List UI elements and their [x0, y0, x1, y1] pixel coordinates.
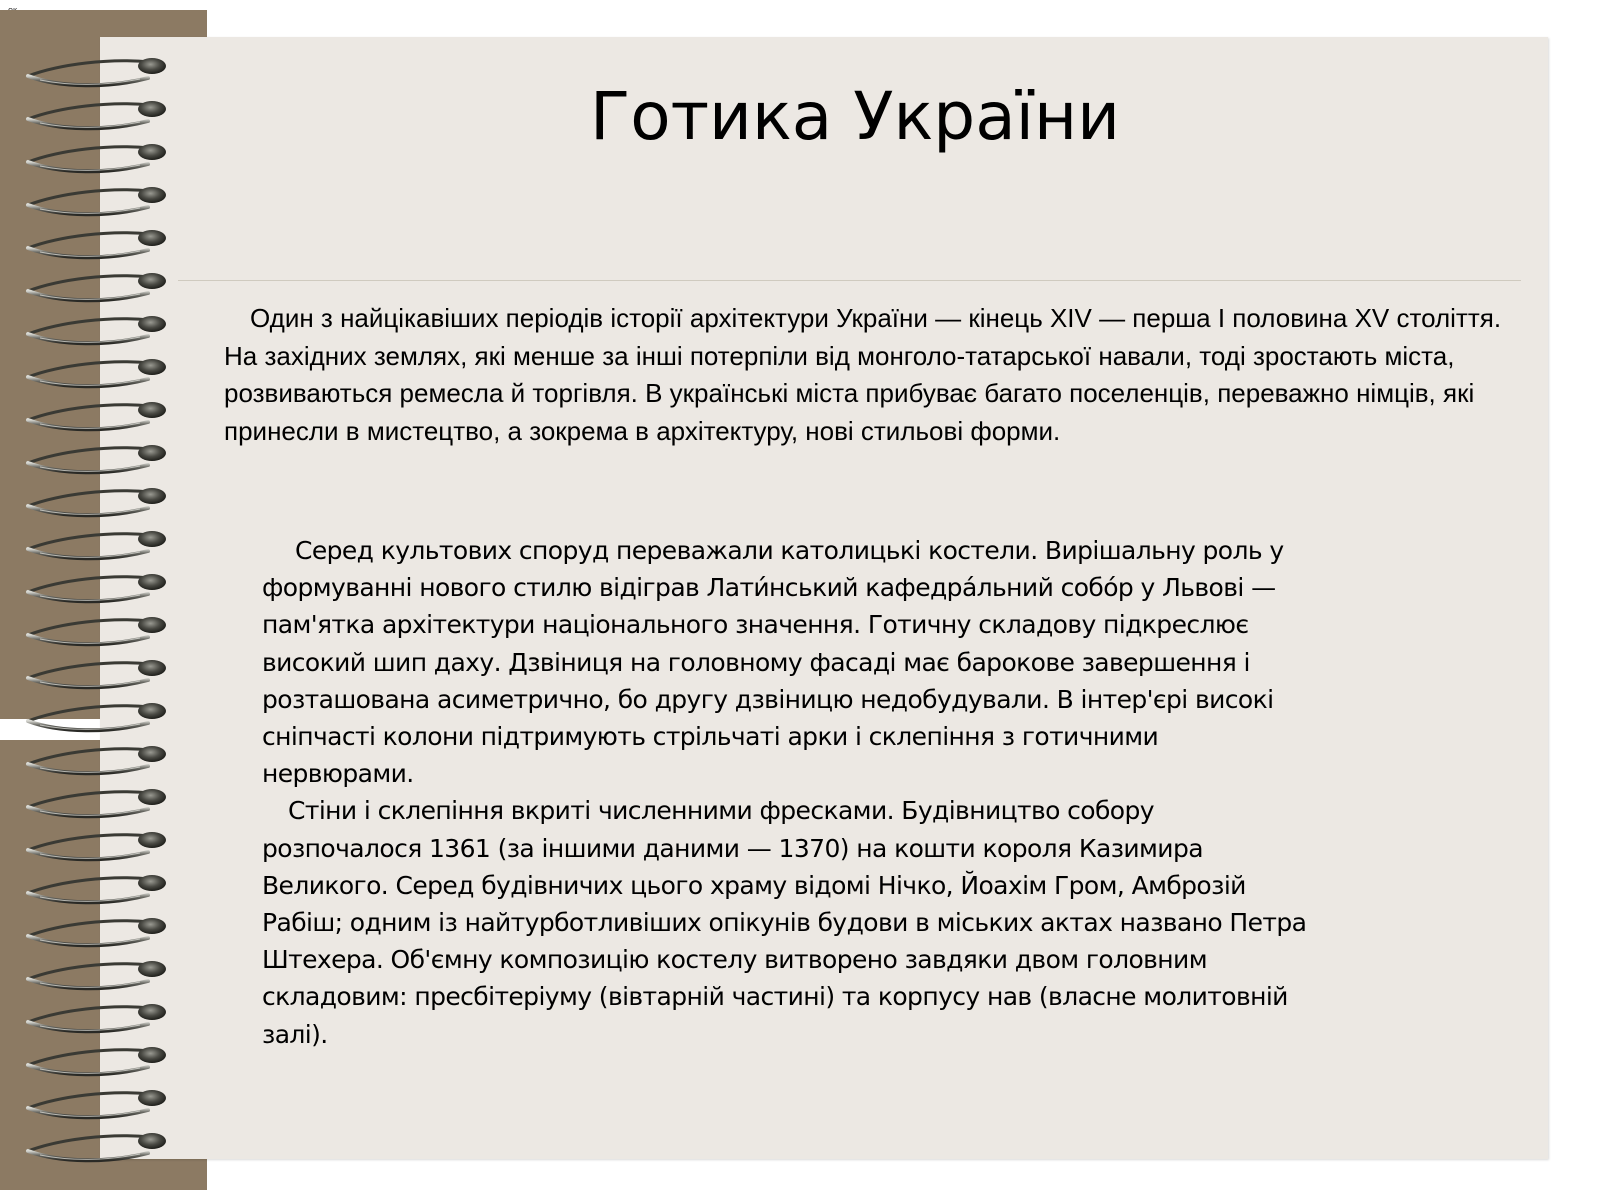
slide-title: Готика України — [589, 78, 1121, 155]
spiral-binding-ring-icon — [28, 703, 166, 730]
spiral-binding-ring-icon — [28, 660, 166, 687]
spiral-binding-ring-icon — [28, 1004, 166, 1031]
body-paragraph-1: Серед культових споруд переважали католицькі костели. Вирішальну роль у формуванні нового стилю відіграв Лати́нський кафедра́льний собо́р у Львові — пам'ятка архітектури національного значення. Готичну складову підкреслює високий шип даху. Дзвіниця на головному фасаді має барокове завершення і розташована асиметрично, бо другу дзвіницю недобудували. В інтер'єрі високі сніпчасті колони підтримують стрільчаті арки і склепіння з готичними нервюрами. — [262, 536, 1284, 789]
spiral-binding-ring-icon — [28, 273, 166, 300]
spiral-binding-ring-icon — [28, 1047, 166, 1074]
spiral-binding-ring-icon — [28, 918, 166, 945]
title-divider — [178, 280, 1521, 281]
spiral-binding-ring-icon — [28, 789, 166, 816]
body-text — [262, 532, 1312, 1053]
spiral-binding-ring-icon — [28, 316, 166, 343]
spiral-binding-ring-icon — [28, 359, 166, 386]
spiral-binding-ring-icon — [28, 1133, 166, 1160]
spiral-binding-ring-icon — [28, 1090, 166, 1117]
spiral-binding-ring-icon — [28, 445, 166, 472]
spiral-binding-ring-icon — [28, 488, 166, 515]
spiral-binding-ring-icon — [28, 574, 166, 601]
body-paragraph-2: Стіни і склепіння вкриті численними фресками. Будівництво собору розпочалося 1361 (за іншими даними — 1370) на кошти короля Казимира Великого. Серед будівничих цього храму відомі Нічко, Йоахім Гром, Амброзій Рабіш; одним із найтурботливіших опікунів будови в міських актах названо Петра Штехера. Об'ємну композицію костелу витворено завдяки двом головним складовим: пресбітеріуму (вівтарній частині) та корпусу нав (власне молитовній залі). — [262, 796, 1307, 1049]
intro-paragraph: Один з найцікавіших періодів історії архітектури України — кінець XIV — перша I половина XV століття. На західних землях, які менше за інші потерпіли від монголо-татарської навали, тоді зростають міста, розвиваються ремесла й торгівля. В українські міста прибуває багато поселенців, переважно німців, які принесли в мистецтво, а зокрема в архітектуру, нові стильові форми. — [224, 303, 1502, 446]
spiral-binding-ring-icon — [28, 230, 166, 257]
spiral-binding-ring-icon — [28, 832, 166, 859]
spiral-binding-ring-icon — [28, 875, 166, 902]
spiral-binding-ring-icon — [28, 617, 166, 644]
spiral-binding — [0, 0, 220, 1200]
spiral-binding-ring-icon — [28, 961, 166, 988]
spiral-binding-ring-icon — [28, 746, 166, 773]
spiral-binding-ring-icon — [28, 531, 166, 558]
spiral-binding-ring-icon — [28, 402, 166, 429]
spiral-binding-ring-icon — [28, 187, 166, 214]
